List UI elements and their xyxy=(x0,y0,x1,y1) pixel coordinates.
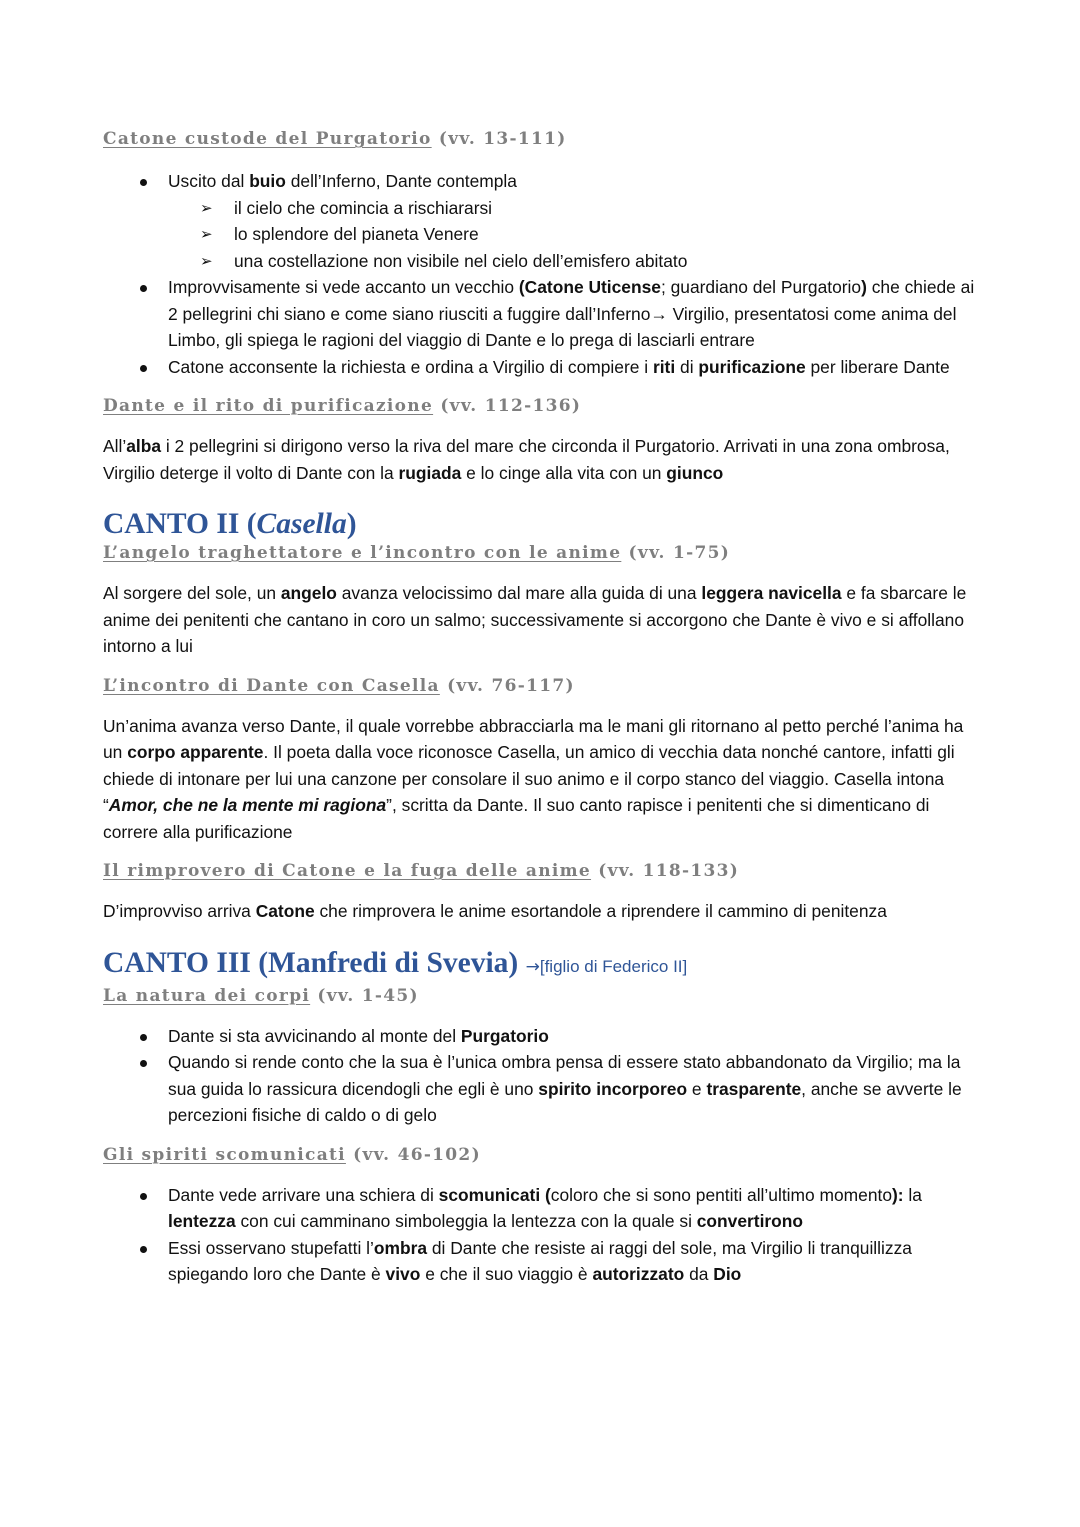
section-heading xyxy=(103,1142,983,1168)
canto-title: CANTO II (Casella) xyxy=(103,508,357,540)
section-title: L’incontro di Dante con Casella xyxy=(103,675,440,696)
verse-range: (vv. 46-102) xyxy=(353,1144,481,1165)
paragraph: Un’anima avanza verso Dante, il quale vorrebbe abbracciarla ma le mani gli ritornano al petto perché l’anima ha un corpo apparente. Il poeta dalla voce riconosce Casella, un amico di vecchia data nonché cantore, infatti gli chiede di intonare per lui una canzone per consolare il suo animo e il corpo stanco del viaggio. Casella intona “Amor, che ne la mente mi ragiona”, scritta da Dante. Il suo canto rapisce i penitenti che si dimenticano di correre alla purificazione xyxy=(103,715,964,842)
bullet-icon xyxy=(140,365,147,372)
bullet-icon xyxy=(140,179,147,186)
section-heading xyxy=(103,858,983,884)
section-heading xyxy=(103,393,983,419)
arrowhead-bullet-icon: ➢ xyxy=(200,251,213,270)
sub-list-item: ➢ una costellazione non visibile nel cielo dell’emisfero abitato xyxy=(168,248,983,275)
section-title: Il rimprovero di Catone e la fuga delle anime xyxy=(103,861,592,881)
bullet-list xyxy=(103,1023,983,1129)
verse-range: (vv. 118-133) xyxy=(598,861,740,881)
arrowhead-bullet-icon: ➢ xyxy=(200,198,213,217)
bullet-list xyxy=(103,1182,983,1288)
section-title: L’angelo traghettatore e l’incontro con le anime xyxy=(103,543,622,563)
section-heading xyxy=(103,540,983,566)
paragraph: All’alba i 2 pellegrini si dirigono verso la riva del mare che circonda il Purgatorio. Arrivati in una zona ombrosa, Virgilio deterge il volto di Dante con la rugiada e lo cinge alla vita con un giunco xyxy=(103,436,950,483)
list-item: Uscito dal buio dell’Inferno, Dante contempla ➢ il cielo che comincia a rischiararsi ➢ lo splendore del pianeta Venere ➢ una costellazione non visibile nel cielo dell’emisfero abitato xyxy=(103,168,983,274)
list-item: Improvvisamente si vede accanto un vecchio (Catone Uticense; guardiano del Purgatorio) che chiede ai 2 pellegrini chi siano e come siano riusciti a fuggire dall’Inferno→ Virgilio, presentatosi come anima del Limbo, gli spiega le ragioni del viaggio di Dante e lo prega di lasciarli entrare xyxy=(103,274,983,354)
paragraph: Al sorgere del sole, un angelo avanza velocissimo dal mare alla guida di una leggera navicella e fa sbarcare le anime dei penitenti che cantano in coro un salmo; successivamente si accorgono che Dante è vivo e si affollano intorno a lui xyxy=(103,583,967,656)
canto-title: CANTO III (Manfredi di Svevia) →[figlio di Federico II] xyxy=(103,946,688,979)
bullet-icon xyxy=(140,1034,147,1041)
list-item: Essi osservano stupefatti l’ombra di Dante che resiste ai raggi del sole, ma Virgilio li tranquillizza spiegando loro che Dante è vivo e che il suo viaggio è autorizzato da Dio xyxy=(103,1235,983,1288)
sub-list-item: ➢ lo splendore del pianeta Venere xyxy=(168,221,983,248)
verse-range: (vv. 76-117) xyxy=(447,675,575,696)
section-title: La natura dei corpi xyxy=(103,985,311,1006)
paragraph: D’improvviso arriva Catone che rimprovera le anime esortandole a riprendere il cammino di penitenza xyxy=(103,901,887,921)
bullet-icon xyxy=(140,285,147,292)
section-title: Dante e il rito di purificazione xyxy=(103,396,434,416)
list-item: Dante vede arrivare una schiera di scomunicati (coloro che si sono pentiti all’ultimo momento): la lentezza con cui camminano simboleggia la lentezza con la quale si convertirono xyxy=(103,1182,983,1235)
section-heading xyxy=(103,673,983,699)
verse-range: (vv. 13-111) xyxy=(438,129,567,149)
section-heading xyxy=(103,983,983,1009)
list-item: Catone acconsente la richiesta e ordina a Virgilio di compiere i riti di purificazione per liberare Dante xyxy=(103,354,983,381)
arrow-icon: → xyxy=(650,303,668,324)
arrow-icon: → xyxy=(525,956,540,977)
verse-range: (vv. 1-45) xyxy=(317,985,419,1006)
list-item: Quando si rende conto che la sua è l’unica ombra pensa di essere stato abbandonato da Virgilio; ma la sua guida lo rassicura dicendogli che egli è uno spirito incorporeo e trasparente, anche se avverte le percezioni fisiche di caldo o di gelo xyxy=(103,1049,983,1129)
sub-list-item: ➢ il cielo che comincia a rischiararsi xyxy=(168,195,983,222)
bullet-icon xyxy=(140,1060,147,1067)
sub-list xyxy=(168,195,983,275)
bullet-icon xyxy=(140,1246,147,1253)
bullet-list xyxy=(103,168,983,380)
section-title: Gli spiriti scomunicati xyxy=(103,1144,346,1165)
list-item: Dante si sta avvicinando al monte del Purgatorio xyxy=(103,1023,983,1050)
verse-range: (vv. 112-136) xyxy=(440,396,582,416)
arrowhead-bullet-icon: ➢ xyxy=(200,225,213,243)
verse-range: (vv. 1-75) xyxy=(628,543,731,563)
bullet-icon xyxy=(140,1193,147,1200)
section-title: Catone custode del Purgatorio xyxy=(103,129,432,149)
document-body xyxy=(103,126,983,1288)
section-heading xyxy=(103,126,983,152)
